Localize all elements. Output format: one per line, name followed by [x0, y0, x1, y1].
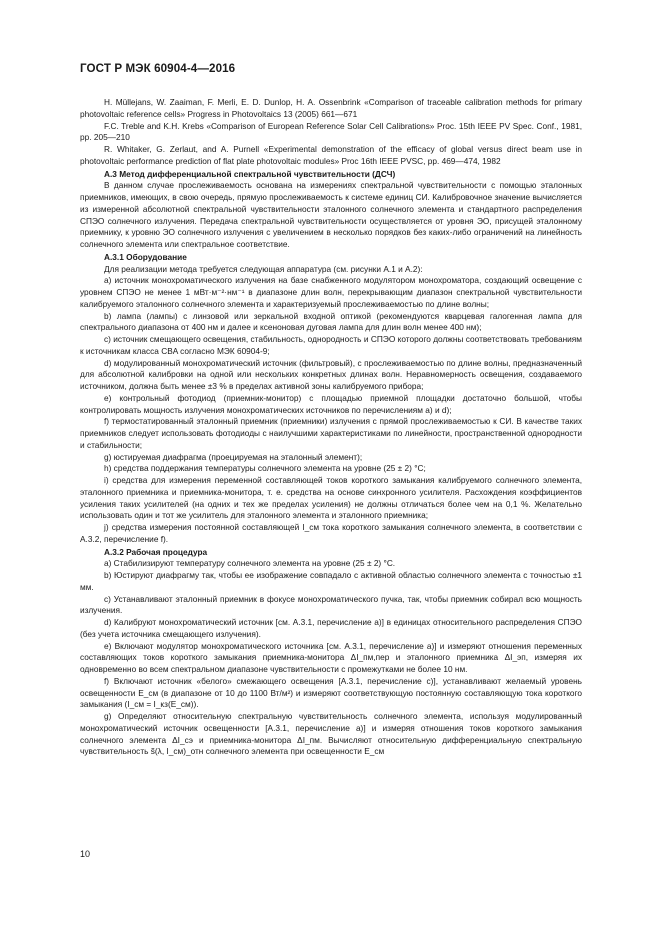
paragraph: e) контрольный фотодиод (приемник-монитор) с площадью приемной площадки достаточно большой, чтобы контролировать мощность излучения монохроматических источников по перечислениям a) и d); — [80, 392, 582, 415]
paragraph: f) термостатированный эталонный приемник (приемники) излучения с прямой прослеживаемостью к СИ. В качестве таких приемников следует использовать фотодиоды с наилучшими характеристиками по линейности, пространственной однородности и стабильности; — [80, 416, 582, 450]
paragraph: d) модулированный монохроматический источник (фильтровый), с прослеживаемостью по длине волны, предназначенный для абсолютной калибровки на одной или нескольких конкретных длинах волн. Неравномерность освещения, создаваемого источником, должна быть менее ±3 % в пределах активной зоны калибруемого прибора; — [80, 357, 582, 391]
paragraph: a) Стабилизируют температуру солнечного элемента на уровне (25 ± 2) °C. — [104, 558, 396, 569]
paragraph: c) источник смещающего освещения, стабильность, однородность и СПЭО которого должны соответствовать требованиям к источникам класса CBA согласно МЭК 60904-9; — [80, 334, 582, 356]
paragraph: c) Устанавливают эталонный приемник в фокусе монохроматического пучка, так, чтобы приемник собирал всю мощность излучения. — [80, 593, 582, 616]
section-heading: А.3.1 Оборудование — [104, 251, 187, 262]
page-header: ГОСТ Р МЭК 60904-4—2016 — [80, 62, 236, 75]
paragraph: g) юстируемая диафрагма (проецируемая на эталонный элемент); — [104, 451, 363, 462]
paragraph: g) Определяют относительную спектральную чувствительность солнечного элемента, используя модулированный монохроматический источник освещенности [А.3.1, перечисление a)] и измеряя отношения токов короткого замыкания солнечного элемента ΔI_сэ и приемника-монитора ΔI_пм. Вычисляют относительную дифференциальную спектральную чувствительность s̃(λ, I_см)_отн солнечного элемента при освещенности E_см — [80, 711, 582, 757]
paragraph: a) источник монохроматического излучения на базе снабженного модулятором монохроматора, создающий освещение с уровнем СПЭО не менее 1 мВт·м⁻²·нм⁻¹ в диапазоне длин волн, перекрывающим диапазон спектральной чувствительности калибруемого эталонного солнечного элемента и характеризуемый прослеживаемостью по длине волны; — [80, 275, 582, 309]
paragraph: d) Калибруют монохроматический источник [см. А.3.1, перечисление a)] в единицах относительного распределения СПЭО (без учета источника смещающего излучения). — [80, 617, 582, 639]
reference-entry: F.C. Treble and K.H. Krebs «Comparison of European Reference Solar Cell Calibrations» Proc. 15th IEEE PV Spec. Conf., 1981, pp. 205—210 — [80, 120, 582, 143]
paragraph: j) средства измерения постоянной составляющей I_см тока короткого замыкания солнечного элемента, в соответствии с А.3.2, перечисление f). — [80, 522, 582, 544]
paragraph: e) Включают модулятор монохроматического источника [см. А.3.1, перечисление a)] и измеряют отношения переменных составляющих токов короткого замыкания приемника-монитора ΔI_пм,пер и эталонного приемника ΔI_эп, измеряя их одновременно во всем спектральном диапазоне чувствительности с промежутками не более 10 нм. — [80, 640, 582, 674]
paragraph: i) средства для измерения переменной составляющей токов короткого замыкания калибруемого солнечного элемента, эталонного приемника и приемника-монитора, т. е. средства на основе синхронного усилителя. Расхождения коэффициентов усиления таких усилителей (на одних и тех же пределах усиления) не должны отличаться более чем на 0,1 %. Желательно использовать один и тот же усилитель для эталонного элемента и эталонного приемника; — [80, 475, 582, 521]
section-heading: А.3.2 Рабочая процедура — [104, 546, 208, 557]
section-heading: А.3 Метод дифференциальной спектральной чувствительности (ДСЧ) — [104, 168, 396, 179]
paragraph: h) средства поддержания температуры солнечного элемента на уровне (25 ± 2) °C; — [104, 463, 426, 474]
document-body — [80, 97, 582, 758]
paragraph: b) Юстируют диафрагму так, чтобы ее изображение совпадало с активной областью солнечного элемента с точностью ±1 мм. — [80, 570, 582, 592]
reference-entry: H. Müllejans, W. Zaaiman, F. Merli, E. D. Dunlop, H. A. Ossenbrink «Comparison of traceable calibration methods for primary photovoltaic reference cells» Progress in Photovoltaics 13 (2005) 661—671 — [80, 97, 582, 119]
paragraph: b) лампа (лампы) с линзовой или зеркальной входной оптикой (рекомендуются кварцевая галогенная лампа для спектрального диапазона от 400 нм и далее и ксеноновая дуговая лампа для длин волн менее 400 нм); — [80, 310, 582, 333]
paragraph: В данном случае прослеживаемость основана на измерениях спектральной чувствительности с помощью эталонных приемников, имеющих, в свою очередь, прямую прослеживаемость к системе единиц СИ. Калибровочное значение вычисляется из измеренной абсолютной спектральной чувствительности эталонного солнечного элемента и стандартного распределения СПЭО солнечного излучения. Передача спектральной чувствительности осуществляется от уровня ЭО, присущей эталонному приемнику, к уровню ЭО солнечного излучения с увеличением в несколько порядков без каких-либо ограничений на линейность солнечного элемента или спектральное соответствие. — [80, 180, 582, 249]
reference-entry: R. Whitaker, G. Zerlaut, and A. Purnell «Experimental demonstration of the efficacy of global versus direct beam use in photovoltaic performance prediction of flat plate photovoltaic modules» Proc 16th IEEE PVSC, pp. 469—474, 1982 — [80, 144, 582, 166]
paragraph: f) Включают источник «белого» смежающего освещения [А.3.1, перечисление c)], устанавливают желаемый уровень освещенности E_см (в диапазоне от 10 до 1100 Вт/м²) и измеряют соответствующую постоянную составляющую тока короткого замыкания (I_см = I_кз(E_см)). — [80, 675, 582, 710]
page-number: 10 — [80, 849, 91, 859]
paragraph: Для реализации метода требуется следующая аппаратура (см. рисунки А.1 и А.2): — [104, 263, 423, 274]
